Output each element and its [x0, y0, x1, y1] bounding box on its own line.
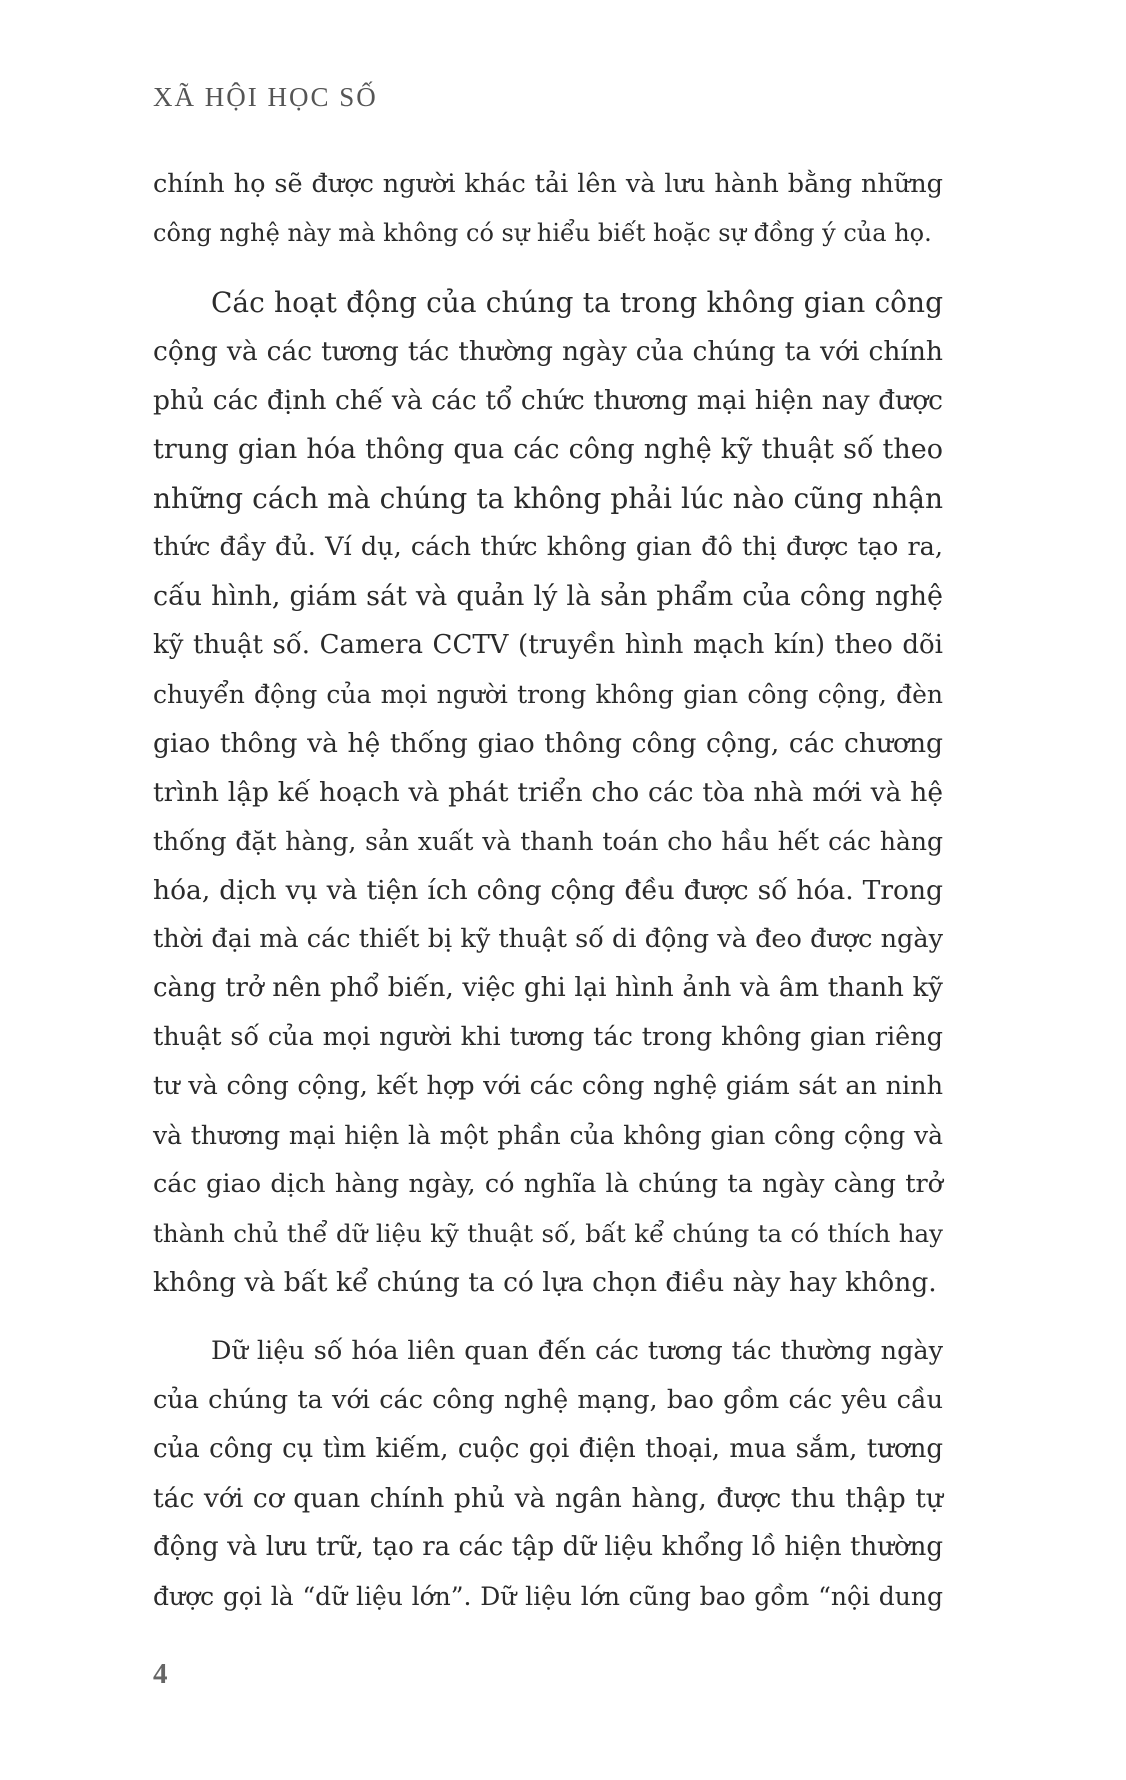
paragraph: [153, 160, 943, 258]
text-line: cộng và các tương tác thường ngày của chúng ta với chính: [153, 336, 943, 367]
text-line: tác với cơ quan chính phủ và ngân hàng, được thu thập tự: [153, 1483, 943, 1514]
running-head: XÃ HỘI HỌC SỐ: [153, 82, 378, 112]
text-line: Các hoạt động của chúng ta trong không gian công: [211, 286, 943, 319]
text-line: thời đại mà các thiết bị kỹ thuật số di động và đeo được ngày: [153, 924, 943, 954]
text-line: những cách mà chúng ta không phải lúc nào cũng nhận: [153, 482, 943, 515]
text-line: chính họ sẽ được người khác tải lên và lưu hành bằng những: [153, 169, 943, 199]
text-line: thức đầy đủ. Ví dụ, cách thức không gian đô thị được tạo ra,: [153, 532, 943, 562]
paragraph: [153, 278, 943, 1307]
text-line: động và lưu trữ, tạo ra các tập dữ liệu khổng lồ hiện thường: [153, 1532, 943, 1562]
text-line: trình lập kế hoạch và phát triển cho các tòa nhà mới và hệ: [153, 777, 943, 808]
text-line: thành chủ thể dữ liệu kỹ thuật số, bất kể chúng ta có thích hay: [153, 1219, 943, 1248]
page-number: 4: [153, 1658, 168, 1690]
text-line: không và bất kể chúng ta có lựa chọn điều này hay không.: [153, 1267, 937, 1298]
text-line: giao thông và hệ thống giao thông công cộng, các chương: [153, 728, 943, 759]
text-line: kỹ thuật số. Camera CCTV (truyền hình mạch kín) theo dõi: [153, 630, 943, 660]
text-line: và thương mại hiện là một phần của không gian công cộng và: [153, 1121, 943, 1150]
text-line: được gọi là “dữ liệu lớn”. Dữ liệu lớn cũng bao gồm “nội dung: [153, 1582, 943, 1611]
text-line: công nghệ này mà không có sự hiểu biết hoặc sự đồng ý của họ.: [153, 219, 932, 247]
text-line: thuật số của mọi người khi tương tác trong không gian riêng: [153, 1022, 943, 1052]
text-line: càng trở nên phổ biến, việc ghi lại hình ảnh và âm thanh kỹ: [153, 973, 943, 1003]
text-line: thống đặt hàng, sản xuất và thanh toán cho hầu hết các hàng: [153, 827, 943, 856]
text-line: Dữ liệu số hóa liên quan đến các tương tác thường ngày: [211, 1336, 943, 1366]
text-line: hóa, dịch vụ và tiện ích công cộng đều được số hóa. Trong: [153, 875, 943, 906]
body-text: [153, 160, 943, 1641]
paragraph: [153, 1327, 943, 1621]
text-line: của công cụ tìm kiếm, cuộc gọi điện thoại, mua sắm, tương: [153, 1434, 943, 1464]
text-line: tư và công cộng, kết hợp với các công nghệ giám sát an ninh: [153, 1071, 943, 1101]
text-line: phủ các định chế và các tổ chức thương mại hiện nay được: [153, 385, 943, 416]
text-line: chuyển động của mọi người trong không gian công cộng, đèn: [153, 680, 943, 709]
text-line: trung gian hóa thông qua các công nghệ kỹ thuật số theo: [153, 434, 943, 465]
text-line: của chúng ta với các công nghệ mạng, bao gồm các yêu cầu: [153, 1385, 943, 1415]
text-line: cấu hình, giám sát và quản lý là sản phẩm của công nghệ: [153, 581, 943, 612]
text-line: các giao dịch hàng ngày, có nghĩa là chúng ta ngày càng trở: [153, 1169, 943, 1199]
